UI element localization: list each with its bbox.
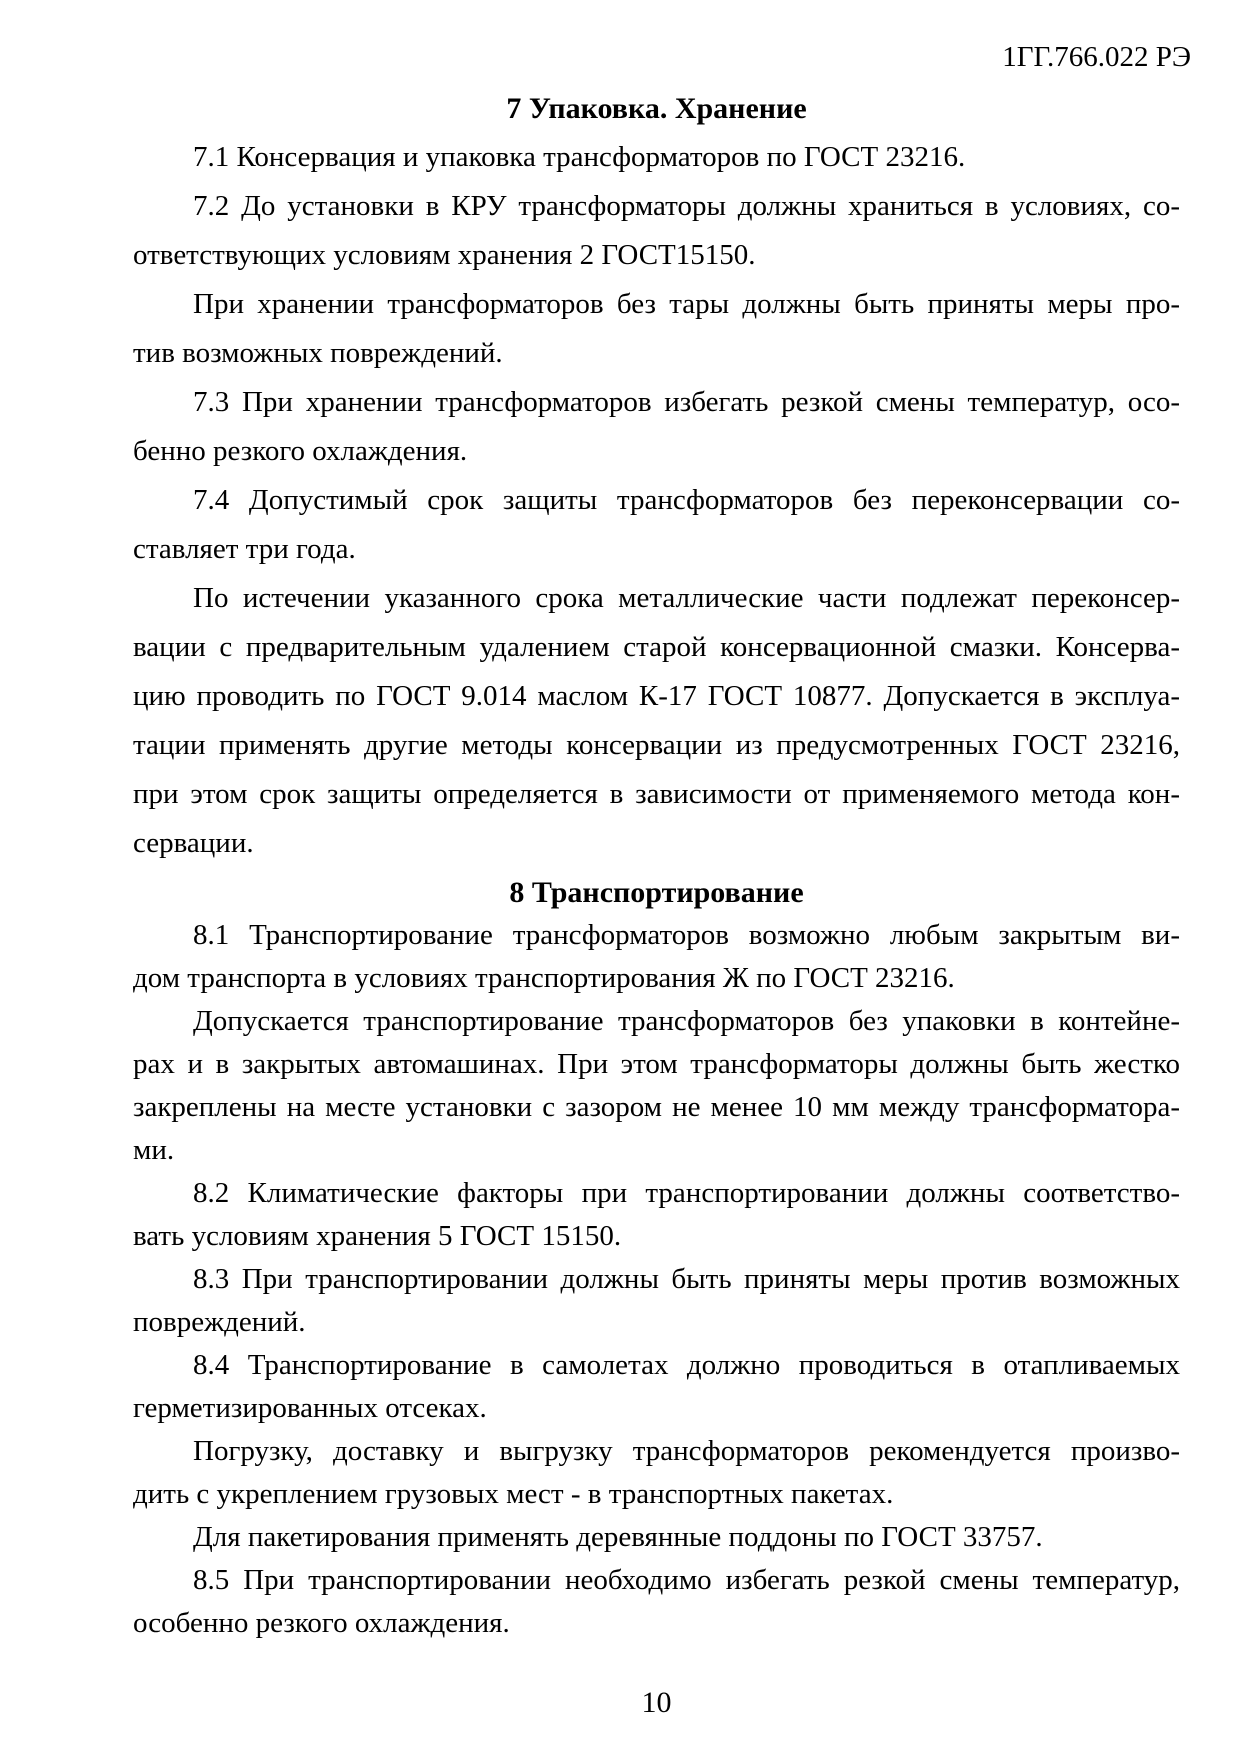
- paragraph: [133, 280, 1180, 378]
- text-line: бенно резкого охлаждения.: [133, 435, 468, 467]
- paragraph: [133, 182, 1180, 280]
- text-line: тации применять другие методы консервации из предусмотренных ГОСТ 23216,: [133, 729, 1180, 761]
- paragraph: [133, 476, 1180, 574]
- paragraph: [133, 914, 1180, 1000]
- text-line: при этом срок защиты определяется в зависимости от применяемого метода кон-: [133, 778, 1180, 810]
- text-line: рах и в закрытых автомашинах. При этом трансформаторы должны быть жестко: [133, 1048, 1180, 1080]
- text-line: цию проводить по ГОСТ 9.014 маслом К-17 ГОСТ 10877. Допускается в эксплуа-: [133, 680, 1180, 712]
- paragraph: [133, 1430, 1180, 1516]
- page-footer: [133, 1682, 1180, 1724]
- text-line: 7.3 При хранении трансформаторов избегать резкой смены температур, осо-: [193, 386, 1180, 418]
- text-line: тив возможных повреждений.: [133, 337, 503, 369]
- paragraph: [133, 1516, 1180, 1559]
- paragraph: [133, 1000, 1180, 1172]
- text-line: 7.4 Допустимый срок защиты трансформаторов без переконсервации со-: [193, 484, 1180, 516]
- paragraph: [133, 1344, 1180, 1430]
- paragraph: [133, 1559, 1180, 1645]
- text-line: Допускается транспортирование трансформаторов без упаковки в контейне-: [193, 1005, 1180, 1037]
- text-line: 7.1 Консервация и упаковка трансформаторов по ГОСТ 23216.: [193, 141, 966, 173]
- text-line: 8.5 При транспортировании необходимо избегать резкой смены температур,: [193, 1564, 1180, 1596]
- text-line: При хранении трансформаторов без тары должны быть приняты меры про-: [193, 288, 1180, 320]
- text-line: вации с предварительным удалением старой консервационной смазки. Консерва-: [133, 631, 1180, 663]
- text-line: 8.2 Климатические факторы при транспортировании должны соответство-: [193, 1177, 1180, 1209]
- text-line: повреждений.: [133, 1306, 306, 1338]
- text-line: 8.1 Транспортирование трансформаторов возможно любым закрытым ви-: [193, 919, 1180, 951]
- text-line: Для пакетирования применять деревянные поддоны по ГОСТ 33757.: [193, 1521, 1043, 1553]
- text-line: герметизированных отсеках.: [133, 1392, 487, 1424]
- paragraph: [133, 133, 1180, 182]
- text-line: дить с укреплением грузовых мест - в транспортных пакетах.: [133, 1478, 894, 1510]
- paragraph: [133, 574, 1180, 868]
- text-line: закреплены на месте установки с зазором не менее 10 мм между трансформатора-: [133, 1091, 1180, 1123]
- text-line: ответствующих условиям хранения 2 ГОСТ15150.: [133, 239, 756, 271]
- text-line: дом транспорта в условиях транспортирования Ж по ГОСТ 23216.: [133, 962, 955, 994]
- section-transportation: [133, 871, 1180, 1645]
- text-line: 8.3 При транспортировании должны быть приняты меры против возможных: [193, 1263, 1180, 1295]
- section-packing-storage: [133, 84, 1180, 868]
- text-line: ми.: [133, 1134, 175, 1166]
- page-number: 10: [641, 1686, 672, 1719]
- paragraph: [133, 1258, 1180, 1344]
- document-content: [133, 84, 1180, 1645]
- paragraph: [133, 1172, 1180, 1258]
- text-line: По истечении указанного срока металлические части подлежат переконсер-: [193, 582, 1180, 614]
- doc-number: 1ГГ.766.022 РЭ: [1002, 41, 1191, 73]
- text-line: вать условиям хранения 5 ГОСТ 15150.: [133, 1220, 622, 1252]
- paragraph: [133, 378, 1180, 476]
- text-line: ставляет три года.: [133, 533, 356, 565]
- section-heading: 7 Упаковка. Хранение: [506, 92, 807, 125]
- text-line: Погрузку, доставку и выгрузку трансформаторов рекомендуется произво-: [193, 1435, 1180, 1467]
- text-line: 8.4 Транспортирование в самолетах должно проводиться в отапливаемых: [193, 1349, 1180, 1381]
- section-heading: 8 Транспортирование: [509, 876, 804, 909]
- text-line: 7.2 До установки в КРУ трансформаторы должны храниться в условиях, со-: [193, 190, 1180, 222]
- text-line: сервации.: [133, 827, 254, 859]
- text-line: особенно резкого охлаждения.: [133, 1607, 510, 1639]
